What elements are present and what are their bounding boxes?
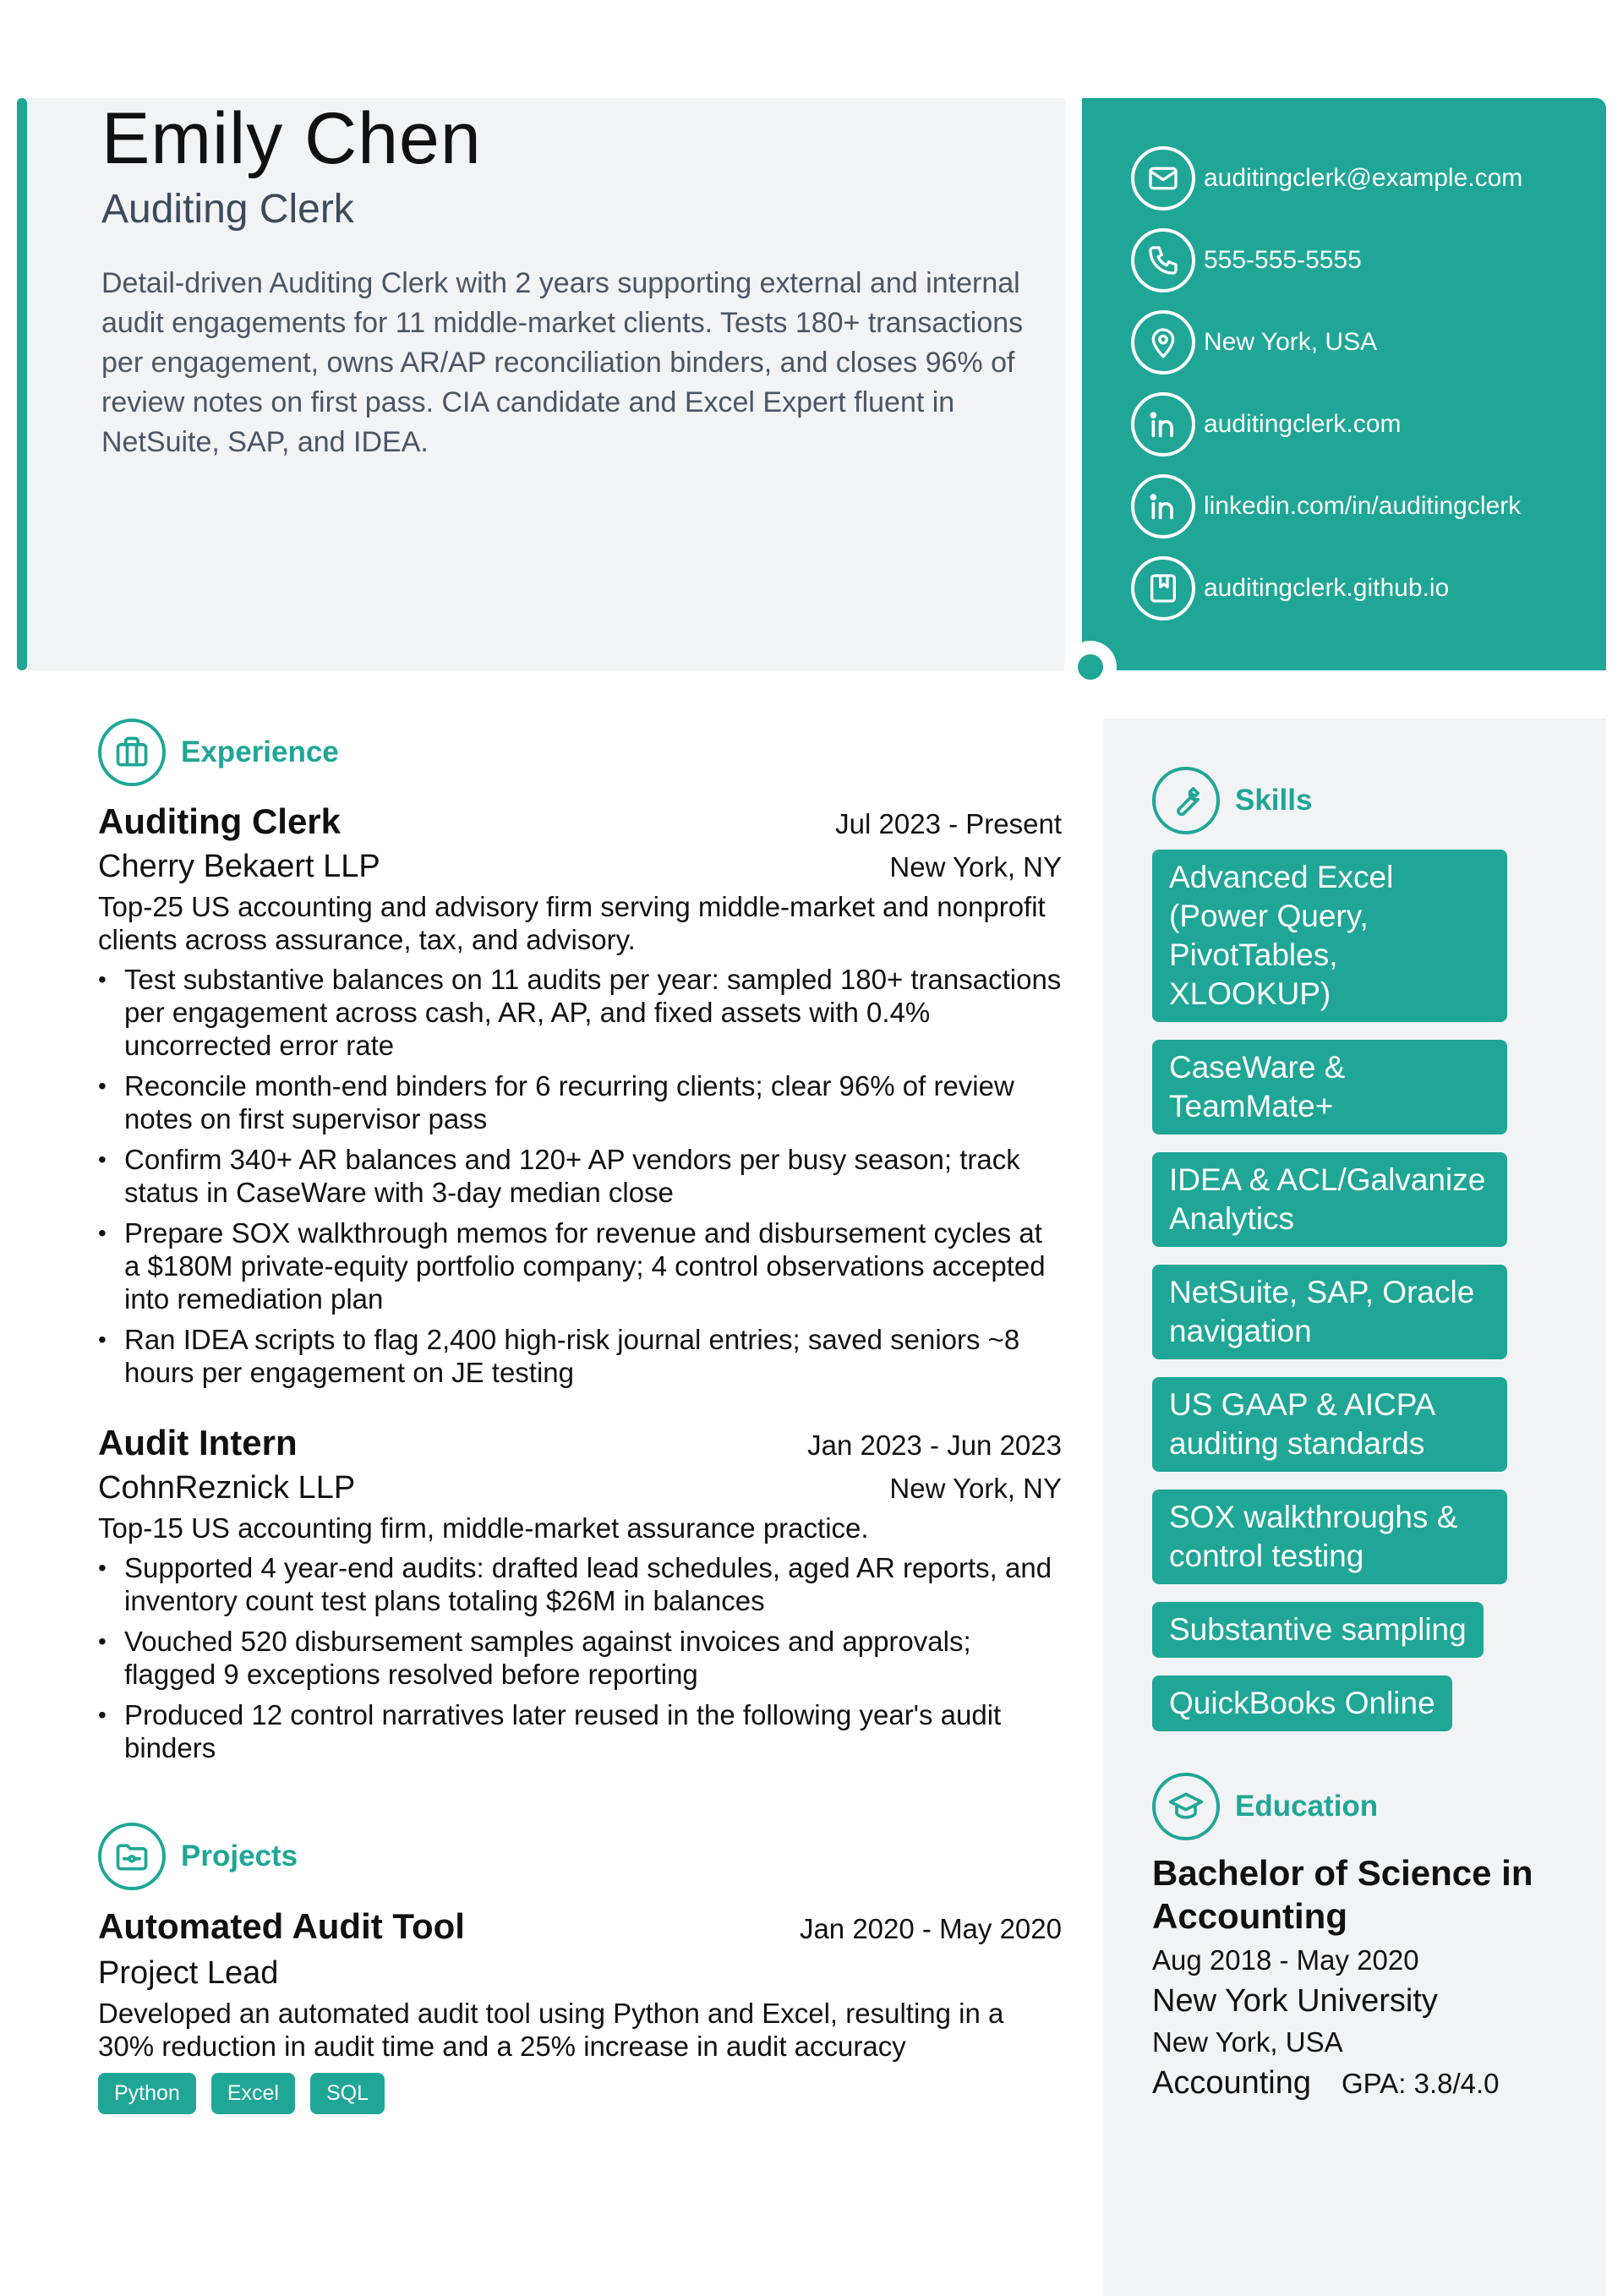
skill-badge: Substantive sampling <box>1152 1602 1484 1658</box>
experience-title: Experience <box>181 735 339 768</box>
bullet-item: • Reconcile month-end binders for 6 recurring clients; clear 96% of review notes on first supervisor pass <box>98 1069 1062 1135</box>
location-pin-icon <box>1131 310 1195 374</box>
skills-list <box>1152 850 1507 1749</box>
project-role: Project Lead <box>98 1955 279 1991</box>
bullet-item: • Test substantive balances on 11 audits per year: sampled 180+ transactions per engagement across cash, AR, AP, and fixed assets with 0.4% uncorrected error rate <box>98 963 1062 1062</box>
job-location: New York, NY <box>889 851 1062 883</box>
candidate-name: Emily Chen <box>101 98 482 179</box>
experience-heading <box>98 719 339 786</box>
job-entry <box>98 1423 1062 1772</box>
education-degree: Bachelor of Science in Accounting <box>1152 1853 1533 1936</box>
contact-website-text: auditingclerk.com <box>1204 410 1402 438</box>
bullet-item: • Produced 12 control narratives later reused in the following year's audit binders <box>98 1698 1062 1764</box>
profile-summary: Detail-driven Auditing Clerk with 2 years supporting external and internal audit engagements for 11 middle-market clients. Tests 180+ transactions per engagement, owns AR/AP reconciliation binders, and closes 96% of review notes on first pass. CIA candidate and Excel Expert fluent in NetSuite, SAP, and IDEA. <box>101 267 1024 458</box>
education-entry <box>1152 1851 1575 2102</box>
job-entry <box>98 801 1062 1397</box>
folder-icon <box>98 1823 166 1890</box>
contact-linkedin[interactable] <box>1131 474 1521 538</box>
education-heading <box>1152 1773 1378 1840</box>
tag-badge: SQL <box>310 2073 385 2114</box>
job-dates: Jan 2023 - Jun 2023 <box>807 1430 1062 1461</box>
contact-github[interactable] <box>1131 556 1449 620</box>
education-dates: Aug 2018 - May 2020 <box>1152 1944 1419 1976</box>
contact-location-text: New York, USA <box>1204 328 1378 356</box>
projects-heading <box>98 1823 298 1890</box>
tag-badge: Excel <box>211 2073 295 2114</box>
project-description: Developed an automated audit tool using Python and Excel, resulting in a 30% reduction in audit time and a 25% increase in audit accuracy <box>98 1998 1004 2062</box>
skills-title: Skills <box>1235 784 1313 817</box>
job-title: Audit Intern <box>98 1423 298 1462</box>
wrench-icon <box>1152 767 1220 834</box>
contact-linkedin-text: linkedin.com/in/auditingclerk <box>1204 492 1522 520</box>
briefcase-icon <box>98 719 166 786</box>
education-location: New York, USA <box>1152 2026 1343 2058</box>
panel-dot <box>1078 654 1103 680</box>
job-bullets <box>98 1551 1062 1764</box>
job-dates: Jul 2023 - Present <box>835 808 1062 839</box>
job-company: CohnReznick LLP <box>98 1470 356 1506</box>
skill-badge: CaseWare & TeamMate+ <box>1152 1040 1507 1134</box>
accent-bar <box>17 98 27 670</box>
bullet-item: • Confirm 340+ AR balances and 120+ AP vendors per busy season; track status in CaseWare with 3-day median close <box>98 1143 1062 1209</box>
job-description: Top-25 US accounting and advisory firm serving middle-market and nonprofit clients across assurance, tax, and advisory. <box>98 891 1046 955</box>
job-description: Top-15 US accounting firm, middle-market assurance practice. <box>98 1512 869 1544</box>
graduation-cap-icon <box>1152 1773 1220 1840</box>
job-company: Cherry Bekaert LLP <box>98 849 380 884</box>
project-entry <box>98 1906 1062 2114</box>
skill-badge: NetSuite, SAP, Oracle navigation <box>1152 1265 1507 1359</box>
contact-phone-text: 555-555-5555 <box>1204 246 1362 274</box>
skill-badge: SOX walkthroughs & control testing <box>1152 1490 1507 1584</box>
projects-title: Projects <box>181 1840 298 1872</box>
candidate-title: Auditing Clerk <box>101 187 354 232</box>
project-title: Automated Audit Tool <box>98 1906 465 1946</box>
linkedin-icon <box>1131 392 1195 456</box>
job-bullets <box>98 963 1062 1389</box>
phone-icon <box>1131 228 1195 292</box>
skill-badge: US GAAP & AICPA auditing standards <box>1152 1377 1507 1472</box>
mail-icon <box>1131 146 1195 210</box>
job-title: Auditing Clerk <box>98 801 342 841</box>
linkedin-icon <box>1131 474 1195 538</box>
contact-phone[interactable] <box>1131 228 1362 292</box>
skill-badge: Advanced Excel (Power Query, PivotTables, XLOOKUP) <box>1152 850 1507 1022</box>
skills-heading <box>1152 767 1312 834</box>
contact-email[interactable] <box>1131 146 1522 210</box>
education-title: Education <box>1235 1790 1379 1823</box>
contact-github-text: auditingclerk.github.io <box>1204 574 1450 602</box>
tag-badge: Python <box>98 2073 196 2114</box>
contact-location <box>1131 310 1377 374</box>
bullet-item: • Vouched 520 disbursement samples against invoices and approvals; flagged 9 exceptions resolved before reporting <box>98 1625 1062 1691</box>
education-field: Accounting <box>1152 2065 1312 2101</box>
contact-email-text: auditingclerk@example.com <box>1204 164 1523 192</box>
project-dates: Jan 2020 - May 2020 <box>799 1913 1062 1944</box>
bullet-item: • Prepare SOX walkthrough memos for revenue and disbursement cycles at a $180M private-equity portfolio company; 4 control observations accepted into remediation plan <box>98 1216 1062 1315</box>
contact-website[interactable] <box>1131 392 1401 456</box>
education-school: New York University <box>1152 1983 1438 2019</box>
skill-badge: QuickBooks Online <box>1152 1676 1452 1731</box>
bullet-item: • Supported 4 year-end audits: drafted lead schedules, aged AR reports, and inventory count test plans totaling $26M in balances <box>98 1551 1062 1617</box>
project-tags <box>98 2073 1062 2114</box>
job-location: New York, NY <box>889 1473 1062 1504</box>
bullet-item: • Ran IDEA scripts to flag 2,400 high-risk journal entries; saved seniors ~8 hours per engagement on JE testing <box>98 1323 1062 1389</box>
bookmark-icon <box>1131 556 1195 620</box>
education-gpa: GPA: 3.8/4.0 <box>1342 2068 1500 2099</box>
skill-badge: IDEA & ACL/Galvanize Analytics <box>1152 1152 1507 1247</box>
